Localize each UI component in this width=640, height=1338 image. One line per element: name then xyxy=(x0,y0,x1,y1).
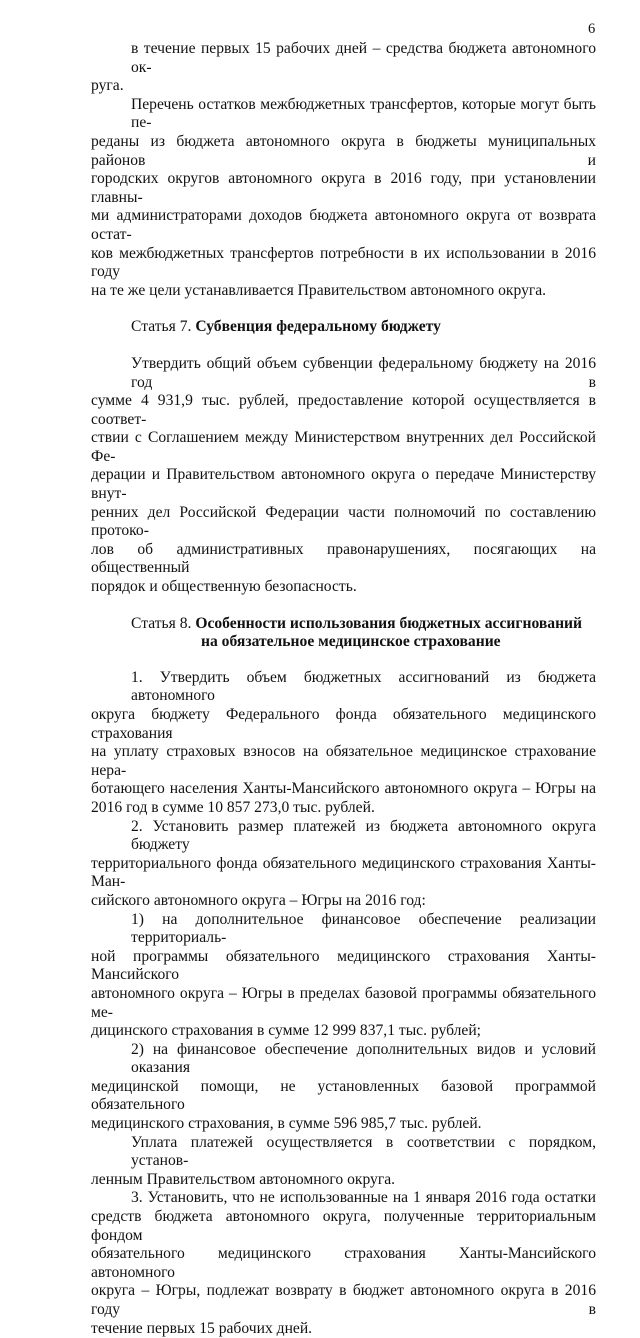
text-line: Перечень остатков межбюджетных трансфертов, которые могут быть пе- xyxy=(131,95,596,132)
text-line: 2. Установить размер платежей из бюджета автономного округа бюджету xyxy=(131,817,596,854)
text-line: ботающего населения Ханты-Мансийского автономного округа – Югры на xyxy=(91,780,596,798)
text-line: в течение первых 15 рабочих дней – средства бюджета автономного ок- xyxy=(131,40,596,76)
article-label: Статья 7. xyxy=(131,318,192,336)
paragraph-5 xyxy=(91,818,596,911)
paragraph-2 xyxy=(91,96,596,301)
article-title: Особенности использования бюджетных ассигнований xyxy=(195,614,583,632)
article-title: Субвенция федеральному бюджету xyxy=(195,318,441,336)
paragraph-3 xyxy=(91,355,596,597)
paragraph-6 xyxy=(91,911,596,1041)
text-line: ков межбюджетных трансфертов потребности в их использовании в 2016 году xyxy=(91,244,596,281)
text-line: округа бюджету Федерального фонда обязательного медицинского страхования xyxy=(91,706,596,742)
article-7-heading xyxy=(91,318,596,337)
document-body xyxy=(91,40,596,1338)
text-line: Уплата платежей осуществляется в соответствии с порядком, установ- xyxy=(131,1133,596,1170)
text-line: лов об административных правонарушениях, посягающих на общественный xyxy=(91,540,596,577)
text-line: округа – Югры, подлежат возврату в бюджет автономного округа в 2016 году в xyxy=(91,1282,596,1318)
text-line: дерации и Правительством автономного округа о передаче Министерству внут- xyxy=(91,466,596,503)
text-line: ми администраторами доходов бюджета автономного округа от возврата остат- xyxy=(91,207,596,243)
text-line: ной программы обязательного медицинского страхования Ханты-Мансийского xyxy=(91,947,596,984)
page-number: 6 xyxy=(588,21,596,37)
text-line: сумме 4 931,9 тыс. рублей, предоставление которой осуществляется в соответ- xyxy=(91,392,596,428)
text-line: автономного округа – Югры в пределах базовой программы обязательного ме- xyxy=(91,984,596,1021)
paragraph-9 xyxy=(91,1189,596,1338)
text-line: ленным Правительством автономного округа. xyxy=(91,1170,396,1188)
text-line: руга. xyxy=(91,77,124,95)
text-line: медицинской помощи, не установленных базовой программой обязательного xyxy=(91,1077,596,1114)
text-line: 3. Установить, что не использованные на 1 января 2016 года остатки xyxy=(131,1189,596,1207)
text-line: сийского автономного округа – Югры на 2016 год: xyxy=(91,891,426,909)
text-line: 1. Утвердить объем бюджетных ассигнований из бюджета автономного xyxy=(131,668,596,705)
text-line: территориального фонда обязательного медицинского страхования Ханты-Ман- xyxy=(91,854,596,891)
article-label: Статья 8. xyxy=(131,614,192,632)
text-line: течение первых 15 рабочих дней. xyxy=(91,1319,313,1337)
paragraph-8 xyxy=(91,1134,596,1190)
text-line: на те же цели устанавливается Правительством автономного округа. xyxy=(91,281,547,299)
text-line: 2016 год в сумме 10 857 273,0 тыс. рублей. xyxy=(91,798,375,816)
text-line: дицинского страхования в сумме 12 999 837,1 тыс. рублей; xyxy=(91,1022,482,1040)
text-line: медицинского страхования, в сумме 596 985,7 тыс. рублей. xyxy=(91,1115,482,1133)
text-line: на уплату страховых взносов на обязательное медицинское страхование нера- xyxy=(91,743,596,779)
paragraph-7 xyxy=(91,1041,596,1134)
article-8-heading xyxy=(91,615,596,634)
text-line: Утвердить общий объем субвенции федеральному бюджету на 2016 год в xyxy=(131,354,596,391)
paragraph-1 xyxy=(91,40,596,96)
text-line: порядок и общественную безопасность. xyxy=(91,578,357,596)
text-line: 2) на финансовое обеспечение дополнительных видов и условий оказания xyxy=(131,1040,596,1077)
text-line: средств бюджета автономного округа, полученные территориальным фондом xyxy=(91,1208,596,1244)
paragraph-4 xyxy=(91,669,596,818)
text-line: ствии с Соглашением между Министерством внутренних дел Российской Фе- xyxy=(91,429,596,465)
text-line: 1) на дополнительное финансовое обеспечение реализации территориаль- xyxy=(131,910,596,947)
text-line: обязательного медицинского страхования Ханты-Мансийского автономного xyxy=(91,1245,596,1281)
article-title-continued: на обязательное медицинское страхование xyxy=(201,633,501,651)
text-line: реданы из бюджета автономного округа в бюджеты муниципальных районов и xyxy=(91,132,596,169)
text-line: ренних дел Российской Федерации части полномочий по составлению протоко- xyxy=(91,503,596,540)
text-line: городских округов автономного округа в 2016 году, при установлении главны- xyxy=(91,170,596,206)
